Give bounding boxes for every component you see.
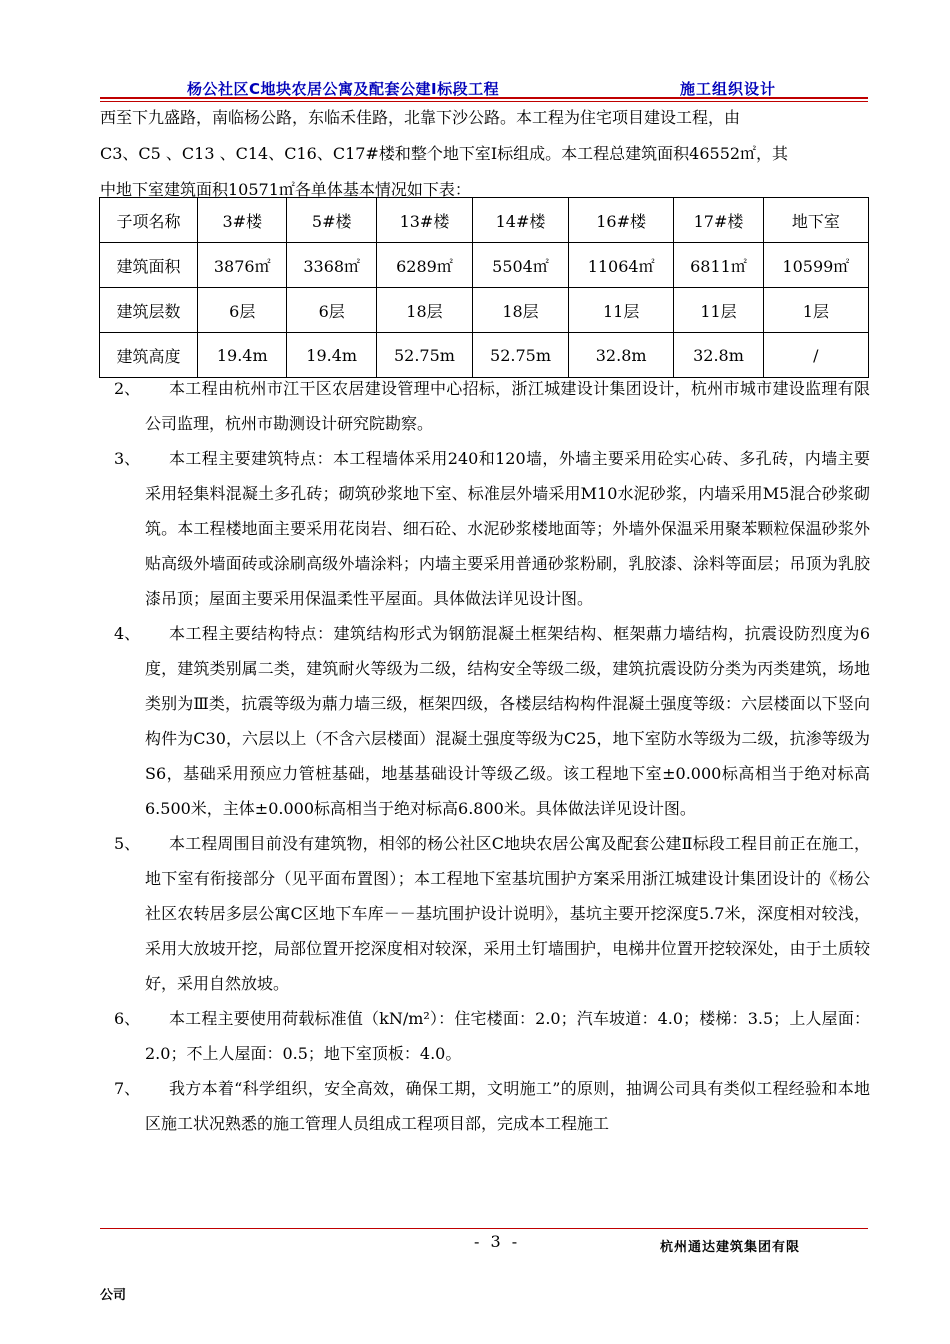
table-cell: 19.4m bbox=[198, 333, 287, 378]
item-number: 4、 bbox=[114, 624, 141, 643]
table-cell: 1层 bbox=[763, 288, 868, 333]
table-cell: 11层 bbox=[569, 288, 674, 333]
intro-line: C3、C5 、C13 、C14、C16、C17#楼和整个地下室Ⅰ标组成。本工程总建筑面积46552㎡，其 bbox=[100, 144, 789, 163]
list-item bbox=[100, 1001, 870, 1071]
table-cell: / bbox=[763, 333, 868, 378]
table-cell: 子项名称 bbox=[100, 198, 198, 243]
table-cell: 10599㎡ bbox=[763, 243, 868, 288]
intro-paragraph bbox=[100, 100, 870, 208]
table-row bbox=[100, 243, 869, 288]
table-row bbox=[100, 288, 869, 333]
list-item bbox=[100, 616, 870, 826]
item-text: 我方本着“科学组织，安全高效，确保工期，文明施工”的原则，抽调公司具有类似工程经验和本地区施工状况熟悉的施工管理人员组成工程项目部，完成本工程施工 bbox=[145, 1079, 870, 1133]
table-cell: 17#楼 bbox=[674, 198, 763, 243]
item-text: 本工程主要使用荷载标准值（kN/m²）：住宅楼面：2.0；汽车坡道：4.0；楼梯：3.5；上人屋面：2.0；不上人屋面：0.5；地下室顶板：4.0。 bbox=[145, 1009, 870, 1063]
item-number: 5、 bbox=[114, 834, 141, 853]
intro-line: 中地下室建筑面积10571㎡各单体基本情况如下表： bbox=[100, 180, 471, 199]
footer-company: 杭州通达建筑集团有限 bbox=[660, 1240, 801, 1255]
page-number: - 3 - bbox=[474, 1232, 521, 1251]
numbered-items bbox=[100, 371, 870, 1141]
item-number: 3、 bbox=[114, 449, 141, 468]
table-cell: 11层 bbox=[674, 288, 763, 333]
table-row bbox=[100, 198, 869, 243]
list-item bbox=[100, 371, 870, 441]
table-cell: 14#楼 bbox=[472, 198, 568, 243]
table-cell: 52.75m bbox=[472, 333, 568, 378]
table-cell: 5#楼 bbox=[287, 198, 376, 243]
table-cell: 16#楼 bbox=[569, 198, 674, 243]
list-item bbox=[100, 441, 870, 616]
table-cell: 3876㎡ bbox=[198, 243, 287, 288]
table-cell: 6层 bbox=[198, 288, 287, 333]
table-cell: 3#楼 bbox=[198, 198, 287, 243]
header-divider bbox=[100, 97, 868, 99]
table-cell: 32.8m bbox=[674, 333, 763, 378]
table-cell: 建筑面积 bbox=[100, 243, 198, 288]
table-cell: 13#楼 bbox=[376, 198, 472, 243]
footer-company-tail: 公司 bbox=[100, 1288, 127, 1303]
table-cell: 5504㎡ bbox=[472, 243, 568, 288]
table-cell: 建筑高度 bbox=[100, 333, 198, 378]
item-text: 本工程主要建筑特点：本工程墙体采用240和120墙，外墙主要采用砼实心砖、多孔砖，内墙主要采用轻集料混凝土多孔砖；砌筑砂浆地下室、标准层外墙采用M10水泥砂浆，内墙采用M5混合砂浆砌筑。本工程楼地面主要采用花岗岩、细石砼、水泥砂浆楼地面等；外墙外保温采用聚苯颗粒保温砂浆外贴高级外墙面砖或涂刷高级外墙涂料；内墙主要采用普通砂浆粉刷，乳胶漆、涂料等面层；吊顶为乳胶漆吊顶；屋面主要采用保温柔性平屋面。具体做法详见设计图。 bbox=[145, 449, 870, 608]
header-doc-type: 施工组织设计 bbox=[680, 80, 777, 98]
table-cell: 18层 bbox=[376, 288, 472, 333]
item-text: 本工程周围目前没有建筑物，相邻的杨公社区C地块农居公寓及配套公建Ⅱ标段工程目前正在施工，地下室有衔接部分（见平面布置图）；本工程地下室基坑围护方案采用浙江城建设计集团设计的《杨公社区农转居多层公寓C区地下车库－－基坑围护设计说明》，基坑主要开挖深度5.7米，深度相对较浅，采用大放坡开挖，局部位置开挖深度相对较深，采用土钉墙围护，电梯井位置开挖较深处，由于土质较好，采用自然放坡。 bbox=[145, 834, 870, 993]
table-cell: 6289㎡ bbox=[376, 243, 472, 288]
intro-line: 西至下九盛路，南临杨公路，东临禾佳路，北靠下沙公路。本工程为住宅项目建设工程，由 bbox=[100, 108, 741, 127]
table-cell: 地下室 bbox=[763, 198, 868, 243]
list-item bbox=[100, 1071, 870, 1141]
item-number: 2、 bbox=[114, 379, 141, 398]
table-cell: 6层 bbox=[287, 288, 376, 333]
item-text: 本工程由杭州市江干区农居建设管理中心招标，浙江城建设计集团设计，杭州市城市建设监理有限公司监理，杭州市勘测设计研究院勘察。 bbox=[145, 379, 870, 433]
table-cell: 建筑层数 bbox=[100, 288, 198, 333]
table-cell: 18层 bbox=[472, 288, 568, 333]
header-title: 杨公社区C地块农居公寓及配套公建Ⅰ标段工程 bbox=[187, 80, 500, 98]
table-cell: 11064㎡ bbox=[569, 243, 674, 288]
table-cell: 32.8m bbox=[569, 333, 674, 378]
building-info-table bbox=[99, 197, 869, 378]
item-number: 6、 bbox=[114, 1009, 141, 1028]
item-text: 本工程主要结构特点：建筑结构形式为钢筋混凝土框架结构、框架薡力墙结构，抗震设防烈度为6度，建筑类别属二类，建筑耐火等级为二级，结构安全等级二级，建筑抗震设防分类为丙类建筑，场地类别为Ⅲ类，抗震等级为薡力墙三级，框架四级，各楼层结构构件混凝土强度等级：六层楼面以下竖向构件为C30，六层以上（不含六层楼面）混凝土强度等级为C25，地下室防水等级为二级，抗渗等级为S6，基础采用预应力管桩基础，地基基础设计等级乙级。该工程地下室±0.000标高相当于绝对标高6.500米，主体±0.000标高相当于绝对标高6.800米。具体做法详见设计图。 bbox=[145, 624, 870, 818]
table-cell: 6811㎡ bbox=[674, 243, 763, 288]
table-cell: 3368㎡ bbox=[287, 243, 376, 288]
table-cell: 52.75m bbox=[376, 333, 472, 378]
list-item bbox=[100, 826, 870, 1001]
item-number: 7、 bbox=[114, 1079, 141, 1098]
table-cell: 19.4m bbox=[287, 333, 376, 378]
footer-divider bbox=[100, 1228, 868, 1229]
